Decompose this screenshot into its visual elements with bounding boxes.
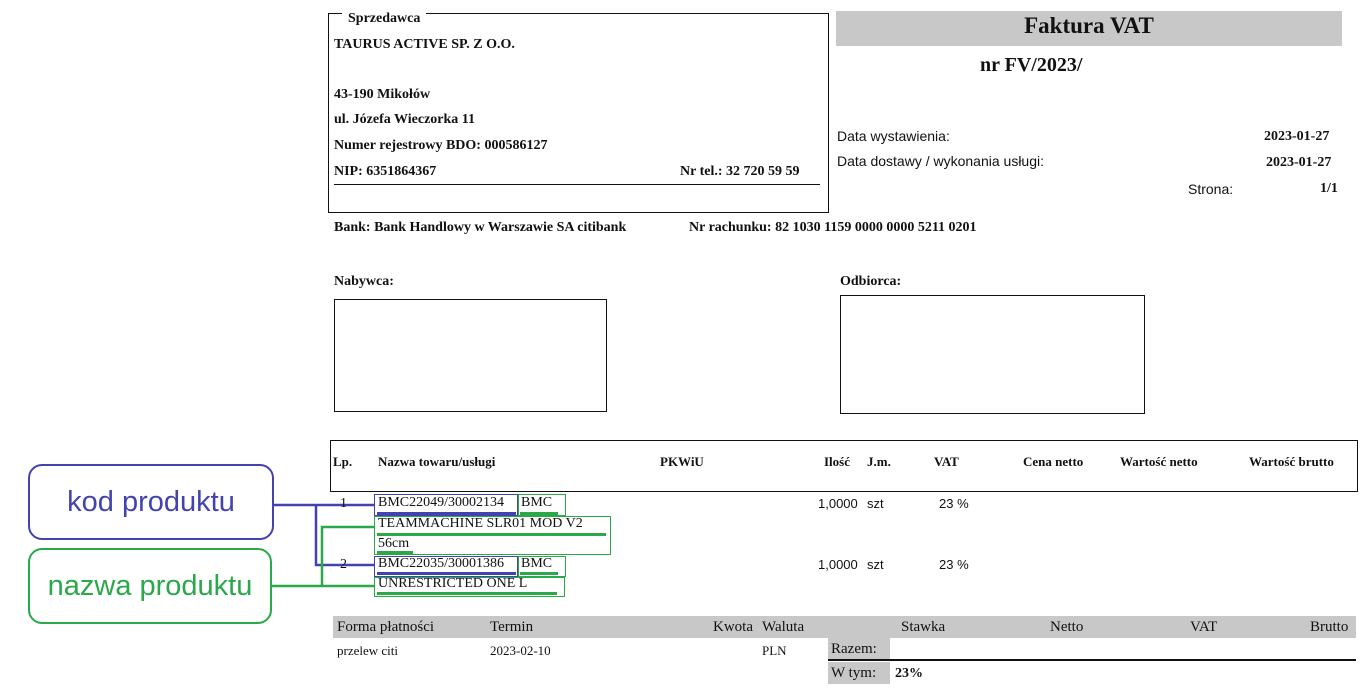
seller-city: 43-190 Mikołów	[334, 87, 431, 102]
invoice-title: Faktura VAT	[1024, 13, 1154, 38]
delivery-date: 2023-01-27	[1266, 155, 1332, 170]
issue-date-label: Data wystawienia:	[837, 128, 950, 144]
row1-lp: 1	[340, 496, 347, 511]
row2-lp: 2	[340, 557, 347, 572]
payment-currency: PLN	[762, 643, 787, 658]
total-line	[828, 659, 1356, 661]
payment-due-header: Termin	[490, 619, 534, 635]
code-callout-label: kod produktu	[67, 485, 235, 518]
col-gross-value: Wartość brutto	[1249, 454, 1334, 469]
code-callout	[28, 464, 274, 540]
seller-street: ul. Józefa Wieczorka 11	[334, 112, 476, 127]
name-connector-1	[322, 527, 374, 586]
seller-name: TAURUS ACTIVE SP. Z O.O.	[334, 37, 515, 52]
seller-phone: Nr tel.: 32 720 59 59	[680, 164, 800, 179]
row2-name-underline1	[377, 592, 557, 595]
row2-name-line1: UNRESTRICTED ONE L	[378, 576, 528, 591]
code-connector-2	[316, 505, 374, 565]
payment-due: 2023-02-10	[490, 643, 551, 658]
payment-amount-header: Kwota	[713, 619, 753, 635]
summary-rate-header: Stawka	[901, 619, 946, 635]
row1-code: BMC22049/30002134	[378, 495, 505, 510]
recipient-label: Odbiorca:	[840, 274, 902, 289]
bank-account: Nr rachunku: 82 1030 1159 0000 0000 5211 0201	[689, 220, 977, 235]
summary-vat-header: VAT	[1190, 619, 1218, 635]
seller-nip: NIP: 6351864367	[334, 164, 437, 179]
col-name: Nazwa towaru/usługi	[378, 454, 496, 469]
name-callout	[28, 548, 272, 624]
buyer-label: Nabywca:	[334, 274, 394, 289]
row2-brand-underline	[520, 572, 558, 575]
row1-qty: 1,0000	[818, 496, 858, 511]
row1-vat: 23 %	[939, 496, 969, 511]
payment-currency-header: Waluta	[762, 619, 805, 635]
bank-name: Bank: Bank Handlowy w Warszawie SA citibank	[334, 220, 627, 235]
col-lp: Lp.	[333, 454, 353, 469]
row1-brand: BMC	[521, 495, 553, 510]
including-label: W tym:	[831, 665, 877, 681]
seller-bdo: Numer rejestrowy BDO: 000586127	[334, 138, 548, 153]
summary-gross-header: Brutto	[1310, 619, 1349, 635]
col-qty: Ilość	[824, 454, 850, 469]
issue-date: 2023-01-27	[1264, 129, 1330, 144]
row1-name-underline2	[377, 551, 413, 554]
name-callout-label: nazwa produktu	[47, 569, 253, 602]
col-unit: J.m.	[867, 454, 891, 469]
page-value: 1/1	[1320, 181, 1338, 196]
row1-name-underline1	[377, 533, 606, 536]
row1-name-line2: 56cm	[378, 536, 410, 551]
total-label: Razem:	[831, 641, 877, 657]
page-label: Strona:	[1188, 181, 1234, 197]
row1-unit: szt	[867, 496, 884, 511]
col-net-price: Cena netto	[1023, 454, 1084, 469]
summary-net-header: Netto	[1050, 619, 1084, 635]
row2-brand: BMC	[521, 556, 553, 571]
row2-code-underline	[377, 572, 516, 575]
invoice-number: nr FV/2023/	[980, 54, 1083, 76]
payment-form-header: Forma płatności	[337, 619, 435, 635]
row1-name-line1: TEAMMACHINE SLR01 MOD V2	[378, 516, 583, 531]
delivery-date-label: Data dostawy / wykonania usługi:	[837, 153, 1044, 169]
col-vat: VAT	[934, 454, 959, 469]
row2-unit: szt	[867, 557, 884, 572]
including-rate: 23%	[895, 666, 923, 681]
col-net-value: Wartość netto	[1120, 454, 1198, 469]
row1-code-underline	[377, 512, 516, 515]
seller-legend: Sprzedawca	[342, 11, 426, 27]
payment-form: przelew citi	[337, 643, 398, 658]
col-pkwiu: PKWiU	[660, 454, 704, 469]
row2-vat: 23 %	[939, 557, 969, 572]
row2-qty: 1,0000	[818, 557, 858, 572]
row1-brand-underline	[520, 512, 558, 515]
row2-code: BMC22035/30001386	[378, 556, 505, 571]
